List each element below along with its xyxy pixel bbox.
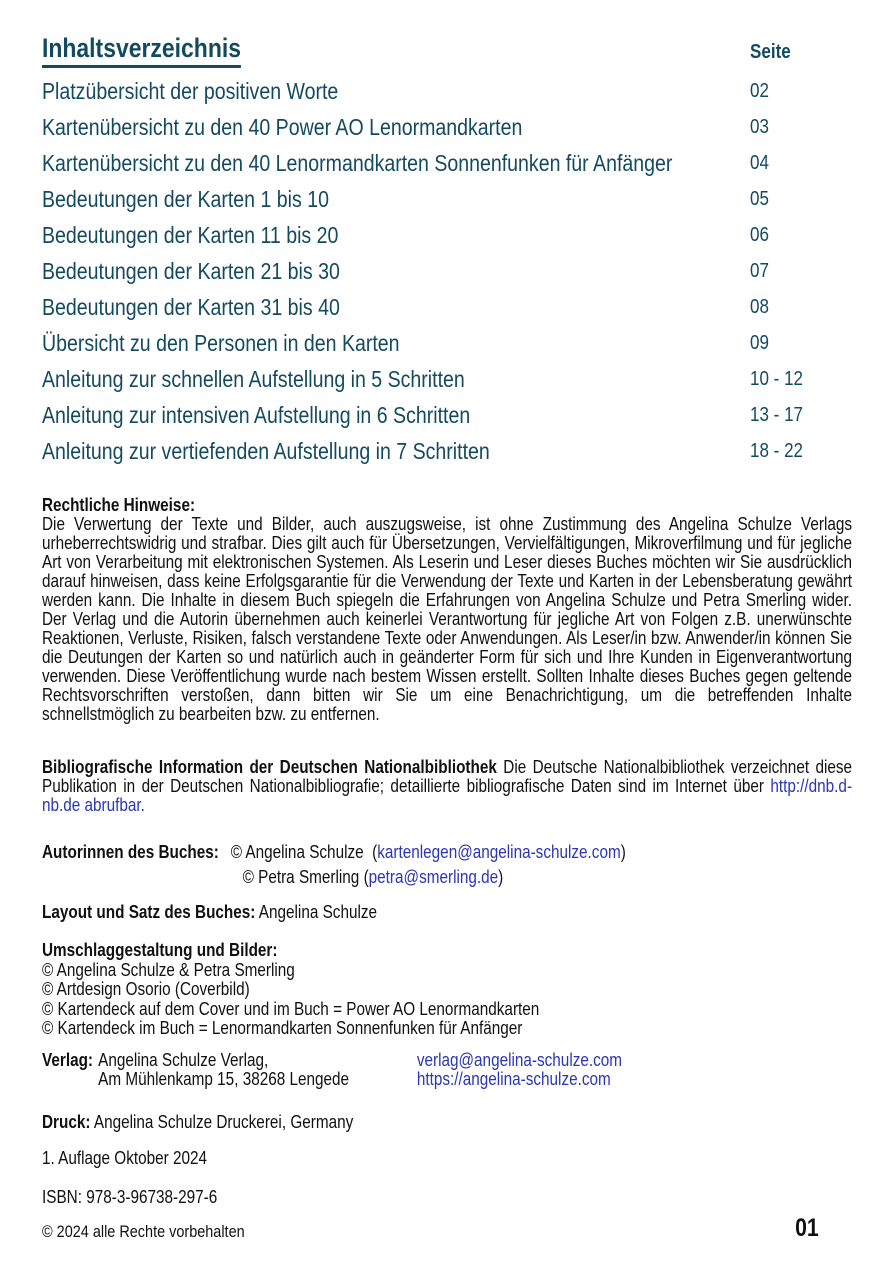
toc-entry-pages: 06 [750,224,769,246]
toc-entry [42,76,852,106]
toc-entry-label: Platzübersicht der positiven Worte [42,78,339,104]
cover-credits-heading: Umschlaggestaltung und Bilder: [42,940,278,960]
toc-entry-pages: 04 [750,152,769,174]
toc-entry [42,220,852,250]
toc-entry [42,148,852,178]
toc-entry [42,112,852,142]
cover-credit-line: © Artdesign Osorio (Coverbild) [42,979,250,999]
toc-entry [42,256,852,286]
isbn-line: ISBN: 978-3-96738-297-6 [42,1187,218,1207]
copyright-line: © 2024 alle Rechte vorbehalten [42,1222,245,1241]
toc-header [42,32,852,66]
legal-notice [42,496,852,724]
biblio-heading: Bibliografische Information der Deutschen Nationalbibliothek [42,757,497,777]
page-title: Inhaltsverzeichnis [42,32,241,68]
layout-credit-value: Angelina Schulze [258,902,378,922]
toc-entry [42,292,852,322]
publisher-block [42,1051,852,1089]
toc-entry-pages: 10 - 12 [750,368,803,390]
author-name: © Petra Smerling ( [242,867,369,887]
legal-notice-heading: Rechtliche Hinweise: [42,495,196,515]
print-label: Druck: [42,1112,91,1132]
biblio-text: Die Deutsche Nationalbibliothek verzeichnet diese Publikation in der Deutschen Nationalbibliografie; detaillierte bibliografische Daten sind im Internet über [42,757,853,796]
legal-notice-text: Die Verwertung der Texte und Bilder, auch auszugsweise, ist ohne Zustimmung des Angelina Schulze Verlags urheberrechtswidrig und strafbar. Dies gilt auch für Übersetzungen, Vervielfältigungen, Mikroverfilmung und für jegliche Art von Verarbeitung mit elektronischen Systemen. Als Leserin und Leser dieses Buches möchten wir Sie ausdrücklich darauf hinweisen, dass keine Erfolgsgarantie für die Verwendung der Texte und Karten in der Lebensberatung gewährt werden kann. Die Inhalte in diesem Buch spiegeln die Erfahrungen von Angelina Schulze und Petra Smerling wider. Der Verlag und die Autorin übernehmen auch keinerlei Verantwortung für jegliche Art von Folgen z.B. unerwünschte Reaktionen, Verluste, Risiken, falsch verstandene Texte oder Anwendungen. Als Leser/in bzw. Anwender/in können Sie die Deutungen der Karten so und natürlich auch in geänderter Form für sich und Ihre Kunden in Eigenverantwortung verwenden. Diese Veröffentlichung wurde nach bestem Wissen erstellt. Sollten Inhalte dieses Buches gegen geltende Rechtsvorschriften verstoßen, dann bitten wir Sie um eine Benachrichtigung, um die betreffenden Inhalte schnellstmöglich zu bearbeiten bzw. zu entfernen. [42,514,853,724]
toc-entry-pages: 08 [750,296,769,318]
publisher-name: Angelina Schulze Verlag, [98,1050,269,1070]
author-line [243,865,852,890]
toc-entry-pages: 05 [750,188,769,210]
toc-page-column-header: Seite [750,41,791,63]
author-line-suffix: ) [498,867,504,887]
cover-credit-line: © Kartendeck im Buch = Lenormandkarten Sonnenfunken für Anfänger [42,1018,523,1038]
print-credit [42,1113,852,1132]
publisher-links [417,1051,622,1089]
toc-entry [42,328,852,358]
toc-entry-pages: 18 - 22 [750,440,803,462]
layout-credit-label: Layout und Satz des Buches: [42,902,256,922]
toc-entry-label: Übersicht zu den Personen in den Karten [42,330,400,356]
toc-entry [42,184,852,214]
cover-credit-line: © Kartendeck auf dem Cover und im Buch = Power AO Lenormandkarten [42,998,540,1019]
biblio-info [42,758,852,815]
cover-credits [42,941,852,1039]
publisher-address: Am Mühlenkamp 15, 38268 Lengede [98,1069,350,1089]
page-number: 01 [795,1214,819,1242]
toc-entry [42,364,852,394]
author-email-link[interactable]: petra@smerling.de [368,867,499,887]
toc-entry-pages: 09 [750,332,769,354]
toc-entry-label: Kartenübersicht zu den 40 Lenormandkarten Sonnenfunken für Anfänger [42,150,673,176]
toc-entry-pages: 13 - 17 [750,404,803,426]
author-name: © Angelina Schulze ( [230,842,378,862]
authors-label: Autorinnen des Buches: [42,842,219,862]
toc-entry-label: Anleitung zur vertiefenden Aufstellung in 7 Schritten [42,438,490,464]
toc-entry-label: Bedeutungen der Karten 11 bis 20 [42,222,339,248]
toc-entry-pages: 02 [750,80,769,102]
toc-entry-label: Kartenübersicht zu den 40 Power AO Lenormandkarten [42,114,523,140]
toc-entry-label: Anleitung zur intensiven Aufstellung in 6 Schritten [42,402,471,428]
toc-entry-pages: 07 [750,260,769,282]
publisher-email-link[interactable]: verlag@angelina-schulze.com [416,1050,623,1070]
layout-credit [42,903,852,922]
toc-entry-pages: 03 [750,116,769,138]
cover-credit-line: © Angelina Schulze & Petra Smerling [42,959,295,980]
toc-entry-label: Bedeutungen der Karten 21 bis 30 [42,258,340,284]
dnb-link[interactable]: http://dnb.d-nb.de abrufbar. [42,776,853,815]
edition-line: 1. Auflage Oktober 2024 [42,1148,208,1168]
author-line [42,840,852,865]
toc-entry-label: Bedeutungen der Karten 1 bis 10 [42,186,329,212]
publisher-website-link[interactable]: https://angelina-schulze.com [416,1069,611,1089]
author-line-suffix: ) [620,842,626,862]
toc-entry [42,400,852,430]
print-value: Angelina Schulze Druckerei, Germany [93,1112,354,1132]
toc-entry-label: Anleitung zur schnellen Aufstellung in 5 Schritten [42,366,465,392]
page-content [42,0,852,1276]
author-email-link[interactable]: kartenlegen@angelina-schulze.com [377,842,621,862]
publisher-label: Verlag: [42,1050,94,1070]
toc-entry [42,436,852,466]
toc-entry-label: Bedeutungen der Karten 31 bis 40 [42,294,340,320]
authors-block [42,840,852,890]
publisher-address-block [98,1051,349,1089]
